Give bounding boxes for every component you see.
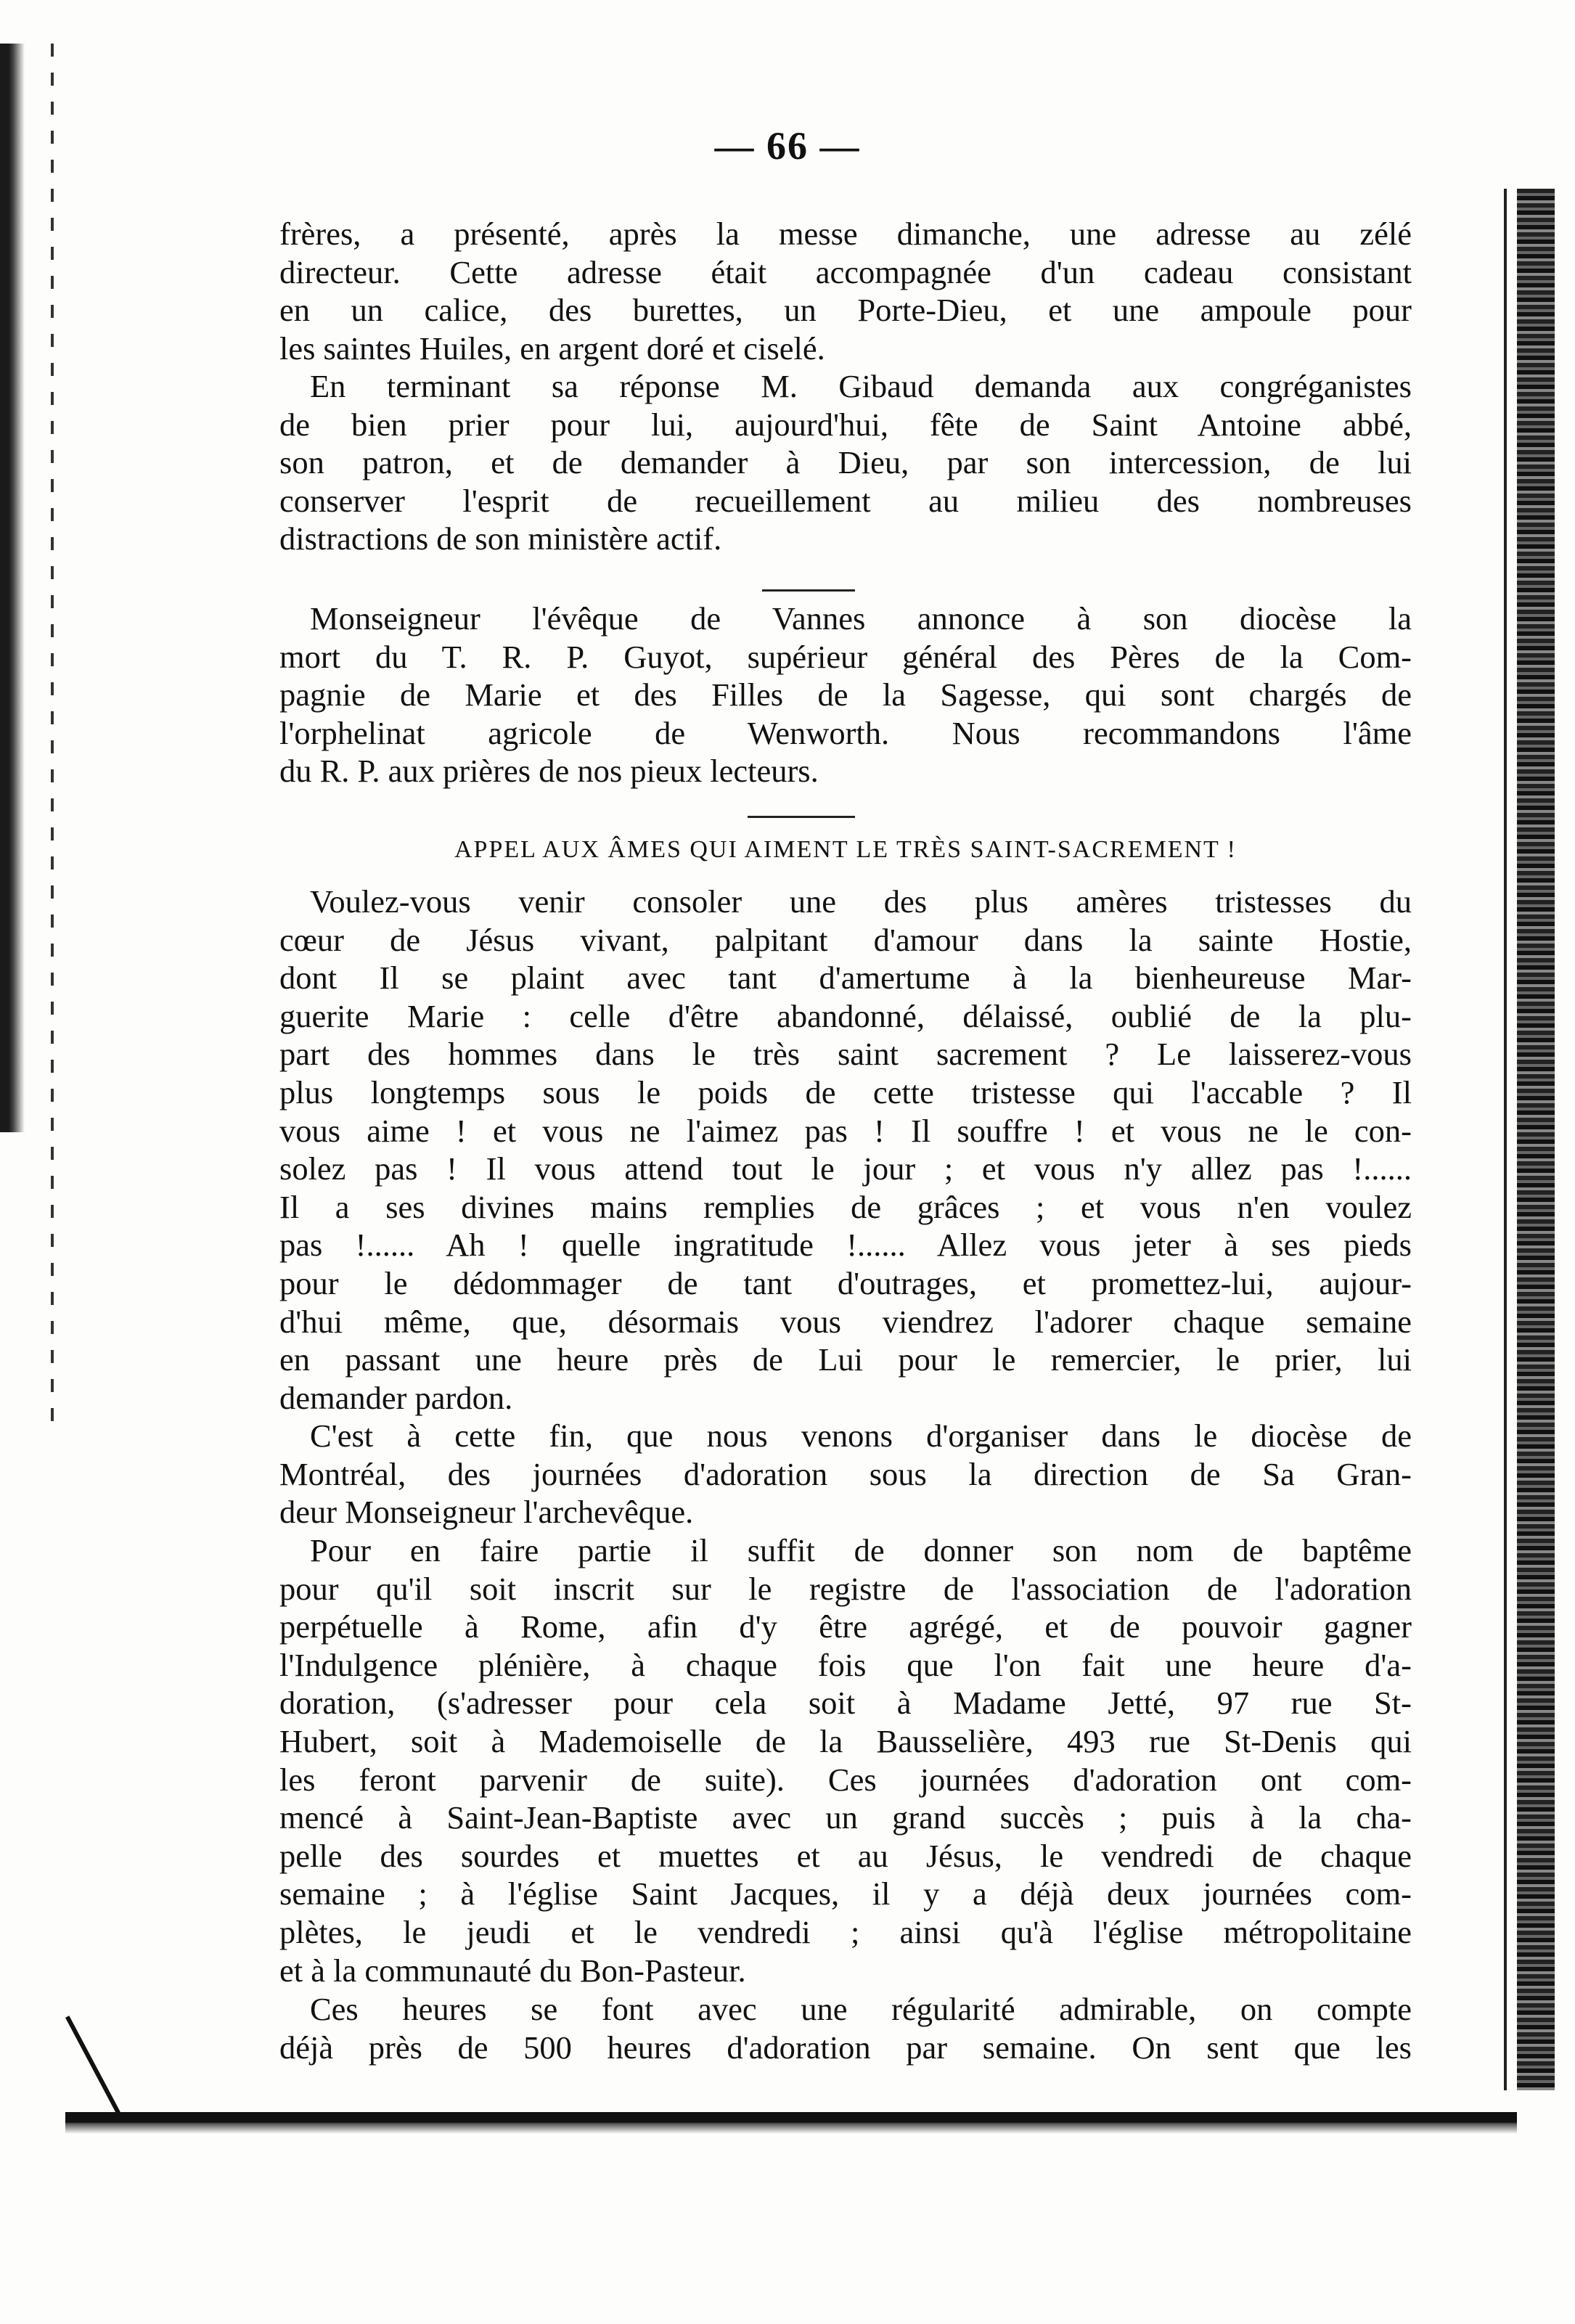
text-line: d'hui même, que, désormais vous viendrez l'adorer chaque semaine bbox=[279, 1303, 1412, 1340]
text-line: conserver l'esprit de recueillement au milieu des nombreuses bbox=[279, 482, 1412, 519]
text-line: pour qu'il soit inscrit sur le registre de l'association de l'adoration bbox=[279, 1570, 1412, 1607]
text-line: dont Il se plaint avec tant d'amertume à la bienheureuse Mar- bbox=[279, 960, 1412, 997]
text-line: vous aime ! et vous ne l'aimez pas ! Il souffre ! et vous ne le con- bbox=[279, 1112, 1412, 1149]
scan-edge-left bbox=[0, 44, 25, 1132]
text-line: deur Monseigneur l'archevêque. bbox=[279, 1494, 694, 1531]
section-heading: APPEL AUX ÂMES QUI AIMENT LE TRÈS SAINT-SACREMENT ! bbox=[454, 836, 1237, 863]
scan-edge-right bbox=[1517, 189, 1555, 2090]
text-line: pour le dédommager de tant d'outrages, et promettez-lui, aujour- bbox=[279, 1264, 1412, 1301]
text-line: pelle des sourdes et muettes et au Jésus, le vendredi de chaque bbox=[279, 1837, 1412, 1874]
text-line: Il a ses divines mains remplies de grâces ; et vous n'en voulez bbox=[279, 1188, 1412, 1225]
text-line: cœur de Jésus vivant, palpitant d'amour dans la sainte Hostie, bbox=[279, 921, 1412, 958]
text-line: directeur. Cette adresse était accompagnée d'un cadeau consistant bbox=[279, 253, 1412, 290]
text-line: part des hommes dans le très saint sacrement ? Le laisserez-vous bbox=[279, 1036, 1412, 1073]
text-line: semaine ; à l'église Saint Jacques, il y a déjà deux journées com- bbox=[279, 1875, 1412, 1912]
page-number: — 66 — bbox=[714, 124, 861, 168]
paragraph-6 bbox=[279, 1531, 1412, 1989]
text-line: Hubert, soit à Mademoiselle de la Bausselière, 493 rue St-Denis qui bbox=[279, 1722, 1412, 1759]
text-line: demander pardon. bbox=[279, 1379, 513, 1416]
text-line: déjà près de 500 heures d'adoration par semaine. On sent que les bbox=[279, 2029, 1412, 2066]
paragraph-5 bbox=[279, 1417, 1412, 1531]
text-line: Pour en faire partie il suffit de donner son nom de baptême bbox=[310, 1532, 1412, 1568]
paragraph-3 bbox=[279, 600, 1412, 790]
text-line: en passant une heure près de Lui pour le remercier, le prier, lui bbox=[279, 1341, 1412, 1378]
text-line: en un calice, des burettes, un Porte-Dieu, et une ampoule pour bbox=[279, 292, 1412, 329]
text-line: En terminant sa réponse M. Gibaud demanda aux congréganistes bbox=[310, 368, 1412, 404]
text-line: et à la communauté du Bon-Pasteur. bbox=[279, 1952, 746, 1989]
text-line: de bien prier pour lui, aujourd'hui, fête de Saint Antoine abbé, bbox=[279, 406, 1412, 443]
text-line: Ces heures se font avec une régularité admirable, on compte bbox=[310, 1991, 1412, 2027]
text-line: Montréal, des journées d'adoration sous la direction de Sa Gran- bbox=[279, 1455, 1412, 1492]
text-line: guerite Marie : celle d'être abandonné, délaissé, oublié de la plu- bbox=[279, 997, 1412, 1034]
section-divider bbox=[748, 816, 855, 818]
scan-edge-bottom bbox=[65, 2090, 1517, 2156]
text-line: doration, (s'adresser pour cela soit à Madame Jetté, 97 rue St- bbox=[279, 1685, 1412, 1722]
text-line: solez pas ! Il vous attend tout le jour ; et vous n'y allez pas !...... bbox=[279, 1150, 1412, 1187]
text-line: mencé à Saint-Jean-Baptiste avec un grand succès ; puis à la cha- bbox=[279, 1799, 1412, 1836]
text-line: les saintes Huiles, en argent doré et ciselé. bbox=[279, 330, 825, 367]
paragraph-1 bbox=[279, 215, 1412, 367]
text-line: perpétuelle à Rome, afin d'y être agrégé, et de pouvoir gagner bbox=[279, 1608, 1412, 1645]
text-line: pagnie de Marie et des Filles de la Sagesse, qui sont chargés de bbox=[279, 676, 1412, 713]
text-line: mort du T. R. P. Guyot, supérieur général des Pères de la Com- bbox=[279, 638, 1412, 675]
text-line: plètes, le jeudi et le vendredi ; ainsi qu'à l'église métropolitaine bbox=[279, 1913, 1412, 1950]
text-line: Monseigneur l'évêque de Vannes annonce à son diocèse la bbox=[310, 600, 1412, 637]
paragraph-2 bbox=[279, 367, 1412, 558]
text-line: pas !...... Ah ! quelle ingratitude !...... Allez vous jeter à ses pieds bbox=[279, 1227, 1412, 1264]
text-line: l'Indulgence plénière, à chaque fois que l'on fait une heure d'a- bbox=[279, 1646, 1412, 1683]
text-line: C'est à cette fin, que nous venons d'organiser dans le diocèse de bbox=[310, 1417, 1412, 1454]
scan-edge-left-dashes bbox=[51, 44, 54, 1423]
text-line: frères, a présenté, après la messe dimanche, une adresse au zélé bbox=[279, 216, 1412, 252]
scan-edge-right-line bbox=[1504, 189, 1507, 2090]
section-divider bbox=[762, 589, 855, 592]
paragraph-4 bbox=[279, 883, 1412, 1417]
text-line: du R. P. aux prières de nos pieux lecteurs. bbox=[279, 753, 819, 790]
text-line: plus longtemps sous le poids de cette tristesse qui l'accable ? Il bbox=[279, 1073, 1412, 1110]
text-line: son patron, et de demander à Dieu, par son intercession, de lui bbox=[279, 444, 1412, 481]
text-line: distractions de son ministère actif. bbox=[279, 520, 722, 557]
text-line: Voulez-vous venir consoler une des plus amères tristesses du bbox=[310, 883, 1412, 920]
text-line: les feront parvenir de suite). Ces journées d'adoration ont com- bbox=[279, 1761, 1412, 1798]
paragraph-7 bbox=[279, 1990, 1412, 2066]
text-line: l'orphelinat agricole de Wenworth. Nous recommandons l'âme bbox=[279, 714, 1412, 751]
